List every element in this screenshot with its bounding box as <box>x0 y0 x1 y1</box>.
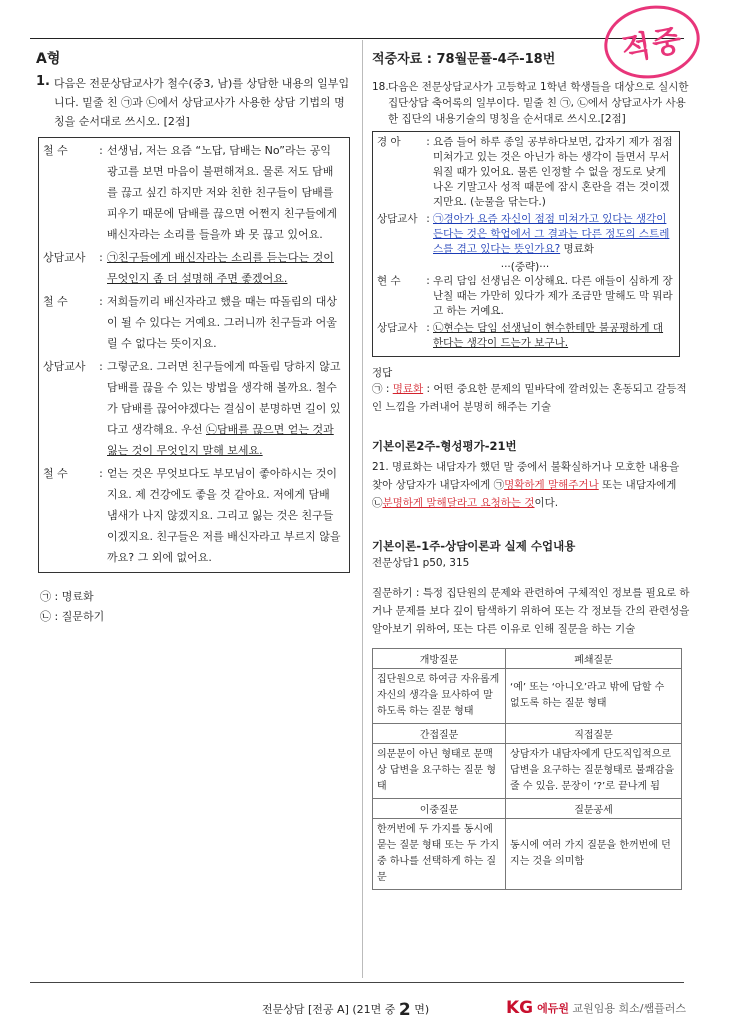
bottom-rule <box>30 982 684 983</box>
highlight-b: 분명하게 말해달라고 요청하는 것 <box>382 497 535 509</box>
dialog-row: 경 아 : 요즘 들어 하루 종일 공부하다보면, 갑자기 제가 점점 미쳐가고 있는 것은 아닌가 하는 생각이 들면서 무서워질 때가 있어요. 물론 인정할 수 없을 정도로 낮게 나온 기말고사 성적 때문에 잠시 혼란을 겪는 것이겠지만요. (눈물을 닦는다.) <box>377 136 673 208</box>
question-text: 다음은 전문상담교사가 철수(중3, 남)를 상담한 내용의 일부입니다. 밑줄 친 ㉠과 ㉡에서 상담교사가 사용한 상담 기법의 명칭을 순서대로 쓰시오. [2점] <box>53 77 350 128</box>
table-cell: 한꺼번에 두 가지를 동시에 묻는 질문 형태 또는 두 가지 중 하나를 선택하게 하는 질문 <box>373 819 506 890</box>
dialog-row: 철 수 : 얻는 것은 무엇보다도 부모님이 좋아하시는 것이지요. 제 건강에도 좋을 것 같아요. 저에게 담배 냄새가 나지 않겠지요. 그리고 잃는 것은 친구들이겠지요. 친구들은 저를 배신자라고 부르지 않을까요? 그 외에 없어요. <box>43 463 341 568</box>
dialog-box-18 <box>372 131 680 357</box>
table-header: 질문공세 <box>506 799 682 819</box>
underlined-phrase-b: ㉡현수는 담임 선생님이 현수한테만 불공평하게 대한다는 생각이 드는가 보구나. <box>433 322 664 349</box>
underlined-phrase-a: ㉠경아가 요즘 자신이 점점 미쳐가고 있다는 생각이 든다는 것은 학업에서 그 결과는 다른 정도의 스트레스를 겪고 있다는 뜻인가요? <box>433 213 670 255</box>
answer-label: 정답 <box>372 367 393 379</box>
highlight-a: 명확하게 말해주거나 <box>504 479 599 491</box>
underlined-phrase-b: ㉡담배를 끊으면 얻는 것과 잃는 것이 무엇인지 말해 보세요. <box>107 423 334 457</box>
hit-title: 적중자료 : 78월문풀-4주-18번 <box>372 52 556 67</box>
answer-term: 명료화 <box>392 383 424 395</box>
annotation: 명료화 <box>560 243 594 255</box>
table-header: 직접질문 <box>506 724 682 744</box>
dialog-row: 철 수 : 선생님, 저는 요즘 “노답, 담배는 No”라는 공익 광고를 보면 마음이 불편해져요. 물론 저도 담배를 끊고 싶긴 하지만 저와 친한 친구들이 담배를 피우기 때문에 담배를 끊으면 어쩐지 친구들에게 배신자라는 소리를 들을까 봐 못 끊고 있어요. <box>43 140 341 245</box>
dialog-row: 상담교사 : ㉠친구들에게 배신자라는 소리를 듣는다는 것이 무엇인지 좀 더 설명해 주면 좋겠어요. <box>43 247 341 289</box>
utterance <box>433 212 673 257</box>
section-3-body: 질문하기 : 특정 집단원의 문제와 관련하여 구체적인 정보를 필요로 하거나 문제를 보다 깊이 탐색하기 위하여 또는 각 정보들 간의 관련성을 알아보기 위하여, 또는 다른 이유로 인해 질문을 하는 기술 <box>372 587 690 635</box>
question-21: 21. 명료화는 내담자가 했던 말 중에서 불확실하거나 모호한 내용을 찾아 상담자가 내담자에게 ㉠명확하게 말해주거나 또는 내담자에게 ㉡분명하게 말해달라고 요청하는 것이다. <box>372 461 680 509</box>
answer-b: ㉡ : 질문하기 <box>40 610 105 623</box>
ellipsis: ···(중략)··· <box>500 261 550 273</box>
footer <box>0 992 730 1028</box>
utterance <box>107 247 341 289</box>
logo-brand: 에듀원 교원임용 희소/쌤플러스 <box>537 1002 686 1015</box>
dialog-row: 상담교사 : ㉡현수는 담임 선생님이 현수한테만 불공평하게 대한다는 생각이 드는가 보구나. <box>377 321 673 351</box>
dialog-row: 철 수 : 저희들끼리 배신자라고 했을 때는 따돌림의 대상이 될 수 있다는 거예요. 그러니까 친구들과 어울릴 수 없다는 뜻이지요. <box>43 291 341 354</box>
speaker: 철 수 <box>43 467 68 480</box>
column-divider <box>362 40 363 978</box>
question-18 <box>372 79 690 127</box>
table-header: 개방질문 <box>373 649 506 669</box>
answer-text: ㉠ : 명료화 : 어떤 중요한 문제의 밑바닥에 깔려있는 혼동되고 갈등적인 느낌을 가려내어 분명히 해주는 기술 <box>372 383 687 413</box>
speaker: 상담교사 <box>377 213 418 225</box>
utterance: 요즘 들어 하루 종일 공부하다보면, 갑자기 제가 점점 미쳐가고 있는 것은 아닌가 하는 생각이 들면서 무서워질 때가 있어요. 물론 인정할 수 없을 정도로 낮게 나온 기말고사 성적 때문에 잠시 혼란을 겪는 것이겠지만요. (눈물을 닦는다.) <box>433 136 673 208</box>
speaker: 철 수 <box>43 295 68 308</box>
right-column <box>372 44 690 890</box>
speaker: 철 수 <box>43 144 68 157</box>
question-number: 18. <box>372 81 389 93</box>
table-cell: 집단원으로 하여금 자유롭게 자신의 생각을 묘사하여 말하도록 하는 질문 형태 <box>373 669 506 724</box>
stamp-text: 적중 <box>619 22 687 69</box>
utterance: 우리 담임 선생님은 이상해요. 다른 애들이 심하게 장난칠 때는 가만히 있다가 제가 조금만 말해도 막 뭐라고 하는 거예요. <box>433 275 673 317</box>
table-header: 이중질문 <box>373 799 506 819</box>
speaker: 상담교사 <box>43 360 86 373</box>
table-cell: 동시에 여러 가지 질문을 한꺼번에 던지는 것을 의미함 <box>506 819 682 890</box>
section-title: A형 <box>36 51 61 67</box>
dialog-row: 현 수 : 우리 담임 선생님은 이상해요. 다른 애들이 심하게 장난칠 때는 가만히 있다가 제가 조금만 말해도 막 뭐라고 하는 거예요. <box>377 275 673 317</box>
top-rule <box>30 38 684 39</box>
speaker: 상담교사 <box>43 251 86 264</box>
page-number: 2 <box>398 1000 411 1020</box>
dialog-row: 상담교사 : 그렇군요. 그러면 친구들에게 따돌림 당하지 않고 담배를 끊을 수 있는 방법을 생각해 볼까요. 철수가 담배를 끊어야겠다는 결심이 분명하면 길이 있다고 생각해요. 우선 ㉡담배를 끊으면 얻는 것과 잃는 것이 무엇인지 말해 보세요. <box>43 356 341 461</box>
logo-kg: KG <box>506 998 534 1018</box>
dialog-box <box>38 137 350 573</box>
question-types-table <box>372 648 682 890</box>
question-1 <box>36 74 354 131</box>
utterance <box>433 321 673 351</box>
underlined-phrase-a: ㉠친구들에게 배신자라는 소리를 듣는다는 것이 무엇인지 좀 더 설명해 주면 좋겠어요. <box>107 251 334 285</box>
section-3-subtitle: 전문상담1 p50, 315 <box>372 557 470 569</box>
page-indicator: 전문상담 [전공 A] (21면 중 2 면) <box>262 1000 430 1020</box>
section-2-title: 기본이론2주-형성평가-21번 <box>372 439 517 453</box>
utterance: 선생님, 저는 요즘 “노답, 담배는 No”라는 공익 광고를 보면 마음이 불편해져요. 물론 저도 담배를 끊고 싶긴 하지만 저와 친한 친구들이 담배를 피우기 때문에 담배를 끊으면 어쩐지 친구들에게 배신자라는 소리를 들을까 봐 못 끊고 있어요. <box>107 144 338 241</box>
table-header: 폐쇄질문 <box>506 649 682 669</box>
dialog-row: 상담교사 : ㉠경아가 요즘 자신이 점점 미쳐가고 있다는 생각이 든다는 것은 학업에서 그 결과는 다른 정도의 스트레스를 겪고 있다는 뜻인가요? 명료화 <box>377 212 673 257</box>
table-header: 간접질문 <box>373 724 506 744</box>
speaker: 상담교사 <box>377 322 418 334</box>
publisher-logo <box>506 998 686 1018</box>
speaker: 현 수 <box>377 275 401 287</box>
speaker: 경 아 <box>377 136 401 148</box>
section-3-title: 기본이론-1주-상담이론과 실제 수업내용 <box>372 539 576 553</box>
question-text: 다음은 전문상담교사가 고등학교 1학년 학생들을 대상으로 실시한 집단상담 축어록의 일부이다. 밑줄 친 ㉠, ㉡에서 상담교사가 사용한 집단의 내용기술의 명칭을 순서대로 쓰시오.[2점] <box>388 81 689 125</box>
utterance: 얻는 것은 무엇보다도 부모님이 좋아하시는 것이지요. 제 건강에도 좋을 것 같아요. 저에게 담배 냄새가 나지 않겠지요. 그리고 잃는 것은 친구들이겠지요. 친구들은 저를 배신자라고 부르지 않을까요? 그 외에 없어요. <box>107 467 341 564</box>
answer-list <box>36 587 354 627</box>
left-column <box>36 44 354 627</box>
utterance: 저희들끼리 배신자라고 했을 때는 따돌림의 대상이 될 수 있다는 거예요. 그러니까 친구들과 어울릴 수 없다는 뜻이지요. <box>107 295 338 350</box>
question-number: 1. <box>36 74 50 89</box>
answer-a: ㉠ : 명료화 <box>40 590 94 603</box>
table-cell: 의문문이 아닌 형태로 문맥상 답변을 요구하는 질문 형태 <box>373 744 506 799</box>
utterance: 그렇군요. 그러면 친구들에게 따돌림 당하지 않고 담배를 끊을 수 있는 방법을 생각해 볼까요. 철수가 담배를 끊어야겠다는 결심이 분명하면 길이 있다고 생각해요. 우선 ㉡담배를 끊으면 얻는 것과 잃는 것이 무엇인지 말해 보세요. <box>107 360 341 457</box>
table-cell: 상담자가 내담자에게 단도직입적으로 답변을 요구하는 질문형태로 불쾌감을 줄 수 있음. 문장이 ‘?’로 끝나게 됨 <box>506 744 682 799</box>
table-cell: ‘예’ 또는 ‘아니오’라고 밖에 답할 수 없도록 하는 질문 형태 <box>506 669 682 724</box>
